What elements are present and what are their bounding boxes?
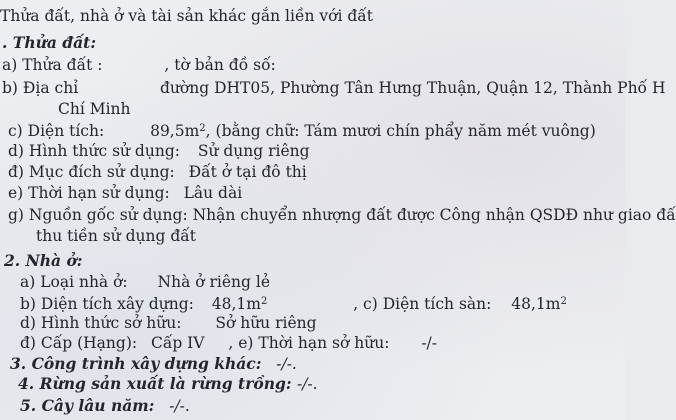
use-form-label: d) Hình thức sử dụng: (8, 142, 180, 160)
other-structures-label: 3. Công trình xây dựng khác: (10, 354, 262, 373)
build-area-label: b) Diện tích xây dựng: (20, 295, 194, 313)
purpose-value: Đất ở tại đô thị (188, 163, 307, 181)
section-title-text: Thửa đất, nhà ở và tài sản khác gắn liền với đất (0, 7, 374, 25)
term-label: e) Thời hạn sử dụng: (8, 184, 170, 202)
house-type-label: a) Loại nhà ở: (20, 273, 128, 291)
origin-value: Nhận chuyển nhượng đất được Công nhận QSDĐ như giao đấ (192, 206, 676, 224)
house-grade-row (20, 333, 437, 353)
section-title (0, 6, 373, 26)
floor-area-exponent: 2 (560, 296, 567, 307)
land-term-row (8, 183, 242, 203)
build-area-exponent: 2 (260, 296, 268, 307)
house-area-row (20, 292, 567, 314)
build-area-value: 48,1m (211, 295, 261, 313)
area-label: c) Diện tích: (8, 122, 105, 140)
land-origin-row-2: thu tiền sử dụng đất (36, 227, 197, 245)
area-in-words: , (bằng chữ: Tám mươi chín phẩy năm mét vuông) (205, 122, 596, 140)
planted-forest-row (18, 374, 318, 394)
perennial-trees-row (20, 396, 190, 416)
land-origin-row (8, 205, 676, 225)
use-form-value: Sử dụng riêng (197, 142, 310, 160)
area-value: 89,5m (150, 122, 200, 140)
land-heading: . Thửa đất: (2, 33, 97, 52)
ownership-term-value: -/- (421, 334, 438, 352)
planted-forest-value: -/-. (296, 375, 318, 393)
other-structures-row (10, 354, 297, 374)
purpose-label: đ) Mục đích sử dụng: (8, 163, 175, 181)
land-area-row (8, 119, 596, 141)
grade-value: Cấp IV (150, 334, 205, 352)
land-purpose-row (8, 162, 307, 182)
area-unit-exponent: 2 (199, 123, 206, 134)
parcel-label: a) Thửa đất : (2, 56, 103, 74)
address-value: đường DHT05, Phường Tân Hưng Thuận, Quận 12, Thành Phố H (160, 79, 666, 97)
term-value: Lâu dài (183, 184, 243, 202)
land-address-row (2, 78, 665, 98)
land-parcel-row (2, 55, 276, 75)
perennial-trees-label: 5. Cây lâu năm: (20, 396, 155, 415)
ownership-label: d) Hình thức sở hữu: (20, 314, 182, 332)
house-type-row (20, 272, 270, 292)
other-structures-value: -/-. (276, 355, 297, 373)
ownership-term-label: , e) Thời hạn sở hữu: (228, 334, 390, 352)
map-sheet-label: , tờ bản đồ số: (164, 56, 276, 74)
floor-area-label: , c) Diện tích sàn: (353, 295, 492, 313)
origin-label: g) Nguồn gốc sử dụng: (8, 206, 188, 224)
planted-forest-label: 4. Rừng sản xuất là rừng trồng: (18, 374, 292, 393)
ownership-value: Sở hữu riêng (215, 314, 317, 332)
house-type-value: Nhà ở riêng lẻ (157, 273, 271, 291)
house-ownership-row (20, 313, 317, 333)
land-use-form-row (8, 141, 310, 161)
house-heading: 2. Nhà ở: (4, 251, 83, 270)
grade-label: đ) Cấp (Hạng): (20, 334, 138, 352)
address-label: b) Địa chỉ (2, 79, 79, 97)
floor-area-value: 48,1m (511, 295, 561, 313)
perennial-trees-value: -/-. (169, 397, 190, 415)
land-address-row-2: Chí Minh (58, 100, 131, 118)
